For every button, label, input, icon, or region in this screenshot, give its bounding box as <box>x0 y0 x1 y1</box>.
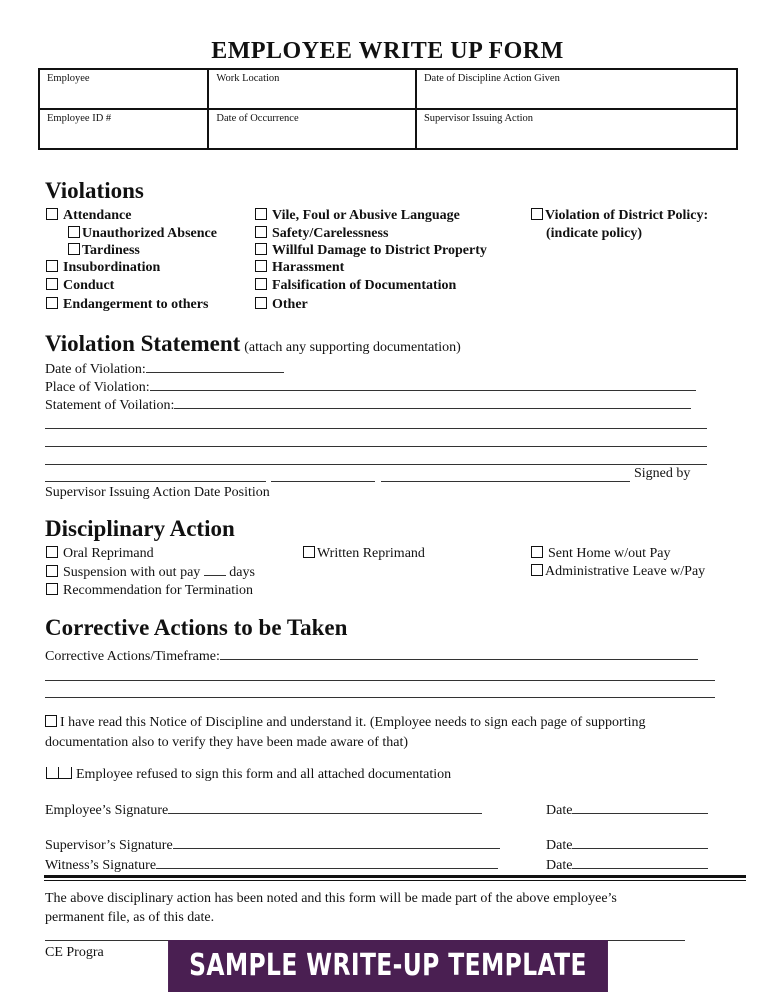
action-suspension[interactable]: Suspension with out pay days <box>46 564 255 581</box>
checkbox[interactable] <box>46 565 58 577</box>
ce-program-label: CE Progra <box>45 945 104 960</box>
statement-line[interactable] <box>45 428 707 429</box>
checkbox[interactable] <box>45 715 57 727</box>
action-termination[interactable]: Recommendation for Termination <box>46 583 253 599</box>
date-sig-line[interactable] <box>271 481 375 482</box>
checkbox[interactable] <box>46 260 58 272</box>
checkbox[interactable] <box>255 260 267 272</box>
checkbox[interactable] <box>46 278 58 290</box>
date-of-violation-row[interactable] <box>45 361 284 378</box>
supervisor-sig-line[interactable] <box>45 481 266 482</box>
work-location-label: Work Location <box>216 73 280 84</box>
checkbox[interactable] <box>255 243 267 255</box>
employee-signature-blank[interactable] <box>168 802 482 814</box>
violation-abusive-language[interactable]: Vile, Foul or Abusive Language <box>255 208 460 224</box>
place-of-violation-blank[interactable] <box>150 379 696 391</box>
corrective-line[interactable] <box>45 680 715 681</box>
checkbox[interactable] <box>46 208 58 220</box>
violation-conduct[interactable]: Conduct <box>46 278 114 294</box>
violation-harassment[interactable]: Harassment <box>255 260 344 276</box>
witness-signature-row[interactable] <box>45 857 498 874</box>
date-blank[interactable] <box>572 857 708 869</box>
violation-attendance[interactable]: Attendance <box>46 208 131 224</box>
corrective-actions-heading: Corrective Actions to be Taken <box>45 615 348 640</box>
checkbox[interactable] <box>68 243 80 255</box>
checkbox[interactable] <box>255 226 267 238</box>
supervisor-label: Supervisor Issuing Action <box>423 113 534 124</box>
indicate-policy-note: (indicate policy) <box>546 226 643 241</box>
checkbox[interactable] <box>531 546 543 558</box>
date-occurrence-field[interactable] <box>208 109 416 149</box>
violation-statement-heading: Violation Statement <box>45 331 241 356</box>
date-label: Date <box>546 803 573 818</box>
employee-signature-row[interactable] <box>45 802 482 819</box>
signed-by-label: Signed by <box>634 466 691 481</box>
checkbox[interactable] <box>531 564 543 576</box>
disciplinary-action-heading: Disciplinary Action <box>45 516 235 541</box>
suspension-days-blank[interactable] <box>204 564 226 576</box>
date-of-violation-label: Date of Violation: <box>45 362 146 377</box>
corrective-timeframe-blank[interactable] <box>220 648 698 660</box>
checkbox[interactable] <box>303 546 315 558</box>
supervisor-date-row[interactable] <box>546 837 708 854</box>
divider-thick <box>44 875 746 878</box>
date-occurrence-label: Date of Occurrence <box>216 113 299 124</box>
action-admin-leave[interactable]: Administrative Leave w/Pay <box>531 564 705 580</box>
corrective-timeframe-row[interactable] <box>45 648 698 665</box>
checkbox[interactable] <box>46 583 58 595</box>
checkbox[interactable] <box>255 208 267 220</box>
violation-unauthorized-absence[interactable]: Unauthorized Absence <box>68 226 217 242</box>
violation-safety[interactable]: Safety/Carelessness <box>255 226 388 242</box>
action-written-reprimand[interactable]: Written Reprimand <box>303 546 425 562</box>
refused-to-sign-row[interactable] <box>46 767 451 783</box>
violation-endangerment[interactable]: Endangerment to others <box>46 297 208 313</box>
statement-line[interactable] <box>45 446 707 447</box>
employee-field[interactable] <box>39 69 208 109</box>
violation-tardiness[interactable]: Tardiness <box>68 243 140 259</box>
position-sig-line[interactable] <box>381 481 630 482</box>
checkbox[interactable] <box>46 546 58 558</box>
employee-info-table <box>38 68 738 150</box>
supervisor-signature-row[interactable] <box>45 837 500 854</box>
checkbox[interactable] <box>255 278 267 290</box>
employee-signature-label: Employee’s Signature <box>45 803 169 818</box>
date-label: Date <box>546 838 573 853</box>
refused-checkbox[interactable] <box>46 767 72 779</box>
corrective-line[interactable] <box>45 697 715 698</box>
date-discipline-field[interactable] <box>416 69 737 109</box>
checkbox[interactable] <box>68 226 80 238</box>
witness-signature-label: Witness’s Signature <box>45 858 157 873</box>
statement-line[interactable] <box>45 464 707 465</box>
violation-other[interactable]: Other <box>255 297 308 313</box>
date-discipline-label: Date of Discipline Action Given <box>423 73 560 84</box>
violation-insubordination[interactable]: Insubordination <box>46 260 160 276</box>
form-title: EMPLOYEE WRITE UP FORM <box>211 38 564 64</box>
sample-template-banner: SAMPLE WRITE-UP TEMPLATE <box>168 940 608 992</box>
date-label: Date <box>546 858 573 873</box>
action-sent-home[interactable]: Sent Home w/out Pay <box>531 546 671 562</box>
refused-text: Employee refused to sign this form and all attached documentation <box>76 767 452 782</box>
date-blank[interactable] <box>572 837 708 849</box>
acknowledge-checkbox-row[interactable] <box>45 715 646 731</box>
work-location-field[interactable] <box>208 69 416 109</box>
place-of-violation-row[interactable] <box>45 379 696 396</box>
date-blank[interactable] <box>572 802 708 814</box>
corrective-timeframe-label: Corrective Actions/Timeframe: <box>45 649 220 664</box>
employee-id-label: Employee ID # <box>47 113 112 124</box>
violation-falsification[interactable]: Falsification of Documentation <box>255 278 456 294</box>
place-of-violation-label: Place of Violation: <box>45 380 150 395</box>
footer-note: The above disciplinary action has been noted and this form will be made part of the above employee’s <box>45 891 617 906</box>
violations-heading: Violations <box>45 178 144 203</box>
acknowledge-text-cont: documentation also to verify they have been made aware of that) <box>45 735 409 750</box>
violation-statement-heading-row <box>45 331 461 357</box>
violation-willful-damage[interactable]: Willful Damage to District Property <box>255 243 487 259</box>
signature-caption: Supervisor Issuing Action Date Position <box>45 485 270 500</box>
supervisor-signature-blank[interactable] <box>173 837 500 849</box>
divider-thin <box>44 880 746 881</box>
footer-note-cont: permanent file, as of this date. <box>45 910 215 925</box>
supervisor-field[interactable] <box>416 109 737 149</box>
statement-row[interactable] <box>45 397 691 414</box>
witness-date-row[interactable] <box>546 857 708 874</box>
acknowledge-text: I have read this Notice of Discipline and understand it. (Employee needs to sign each page of supporting <box>60 715 646 730</box>
employee-date-row[interactable] <box>546 802 708 819</box>
statement-label: Statement of Voilation: <box>45 398 175 413</box>
attach-note: (attach any supporting documentation) <box>244 340 461 355</box>
witness-signature-blank[interactable] <box>156 857 498 869</box>
employee-label: Employee <box>47 73 90 84</box>
checkbox[interactable] <box>46 297 58 309</box>
supervisor-signature-label: Supervisor’s Signature <box>45 838 173 853</box>
checkbox[interactable] <box>255 297 267 309</box>
employee-id-field[interactable] <box>39 109 208 149</box>
checkbox[interactable] <box>531 208 543 220</box>
date-of-violation-blank[interactable] <box>146 361 284 373</box>
violation-district-policy[interactable]: Violation of District Policy: <box>531 208 708 224</box>
action-oral-reprimand[interactable]: Oral Reprimand <box>46 546 154 562</box>
statement-blank[interactable] <box>174 397 691 409</box>
